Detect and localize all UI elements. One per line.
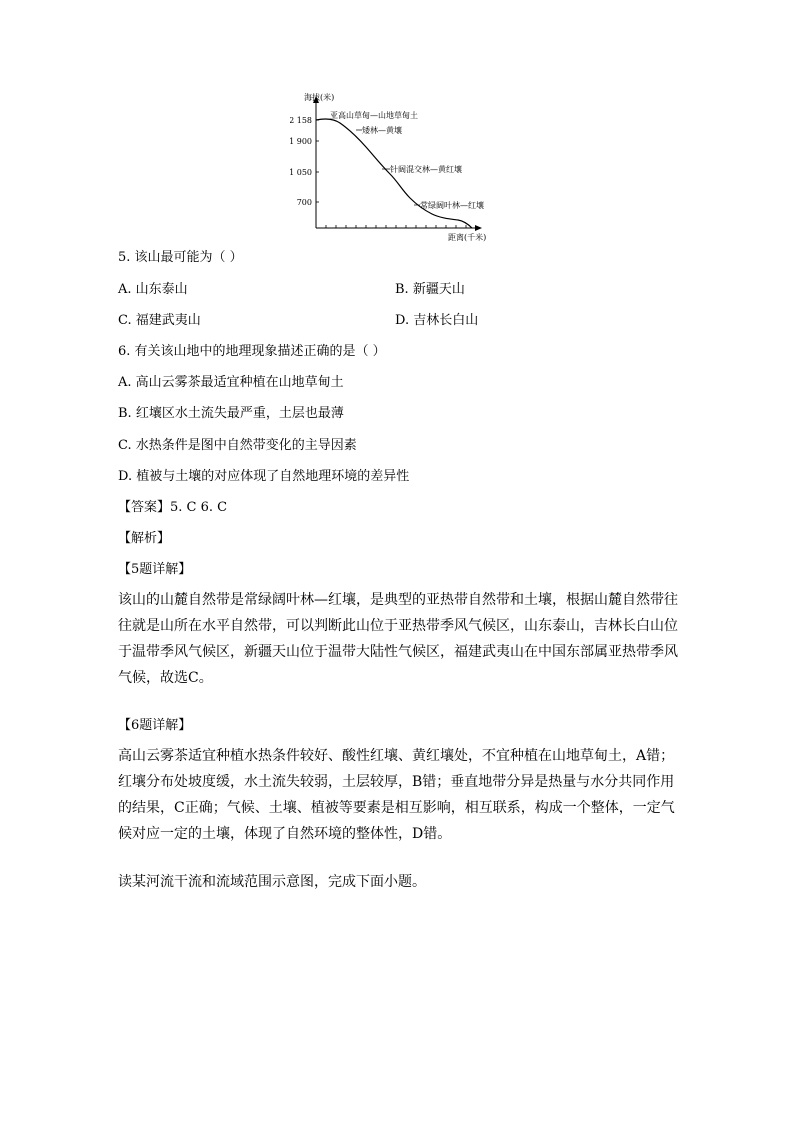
question-5-detail-line: 于温带季风气候区，新疆天山位于温带大陆性气候区，福建武夷山在中国东部属亚热带季风 xyxy=(118,644,678,660)
x-axis-title: 距离(千米) xyxy=(448,233,487,242)
question-5-option-a: A. 山东泰山 xyxy=(118,282,188,297)
x-axis-arrow xyxy=(475,225,482,231)
question-6-option-a: A. 高山云雾茶最适宜种植在山地草甸土 xyxy=(118,375,344,390)
question-6-detail-line: 红壤分布处坡度缓，水土流失较弱，土层较厚，B错；垂直地带分异是热量与水分共同作用 xyxy=(118,774,675,790)
altitude-profile-figure xyxy=(290,90,500,242)
y-axis-title: 海拔(米) xyxy=(304,93,335,102)
question-5-detail-line: 该山的山麓自然带是常绿阔叶林—红壤，是典型的亚热带自然带和土壤，根据山麓自然带往 xyxy=(118,592,678,608)
question-5-option-c: C. 福建武夷山 xyxy=(118,313,201,328)
question-5-detail-line: 往就是山所在水平自然带，可以判断此山位于亚热带季风气候区，山东泰山，吉林长白山位 xyxy=(118,618,678,634)
y-tick-label-700: 700 xyxy=(296,198,312,207)
zone-label-subalpine-meadow: 亚高山草甸—山地草甸土 xyxy=(330,111,418,120)
question-6-option-d: D. 植被与土壤的对应体现了自然地理环境的差异性 xyxy=(118,469,410,484)
question-6-detail-title: 【6题详解】 xyxy=(118,718,192,733)
question-6-detail-line: 的结果，C正确；气候、土壤、植被等要素是相互影响，相互联系，构成一个整体，一定气 xyxy=(118,800,675,816)
question-6-option-b: B. 红壤区水土流失最严重，土层也最薄 xyxy=(118,406,344,421)
question-5-detail-title: 【5题详解】 xyxy=(118,562,192,577)
question-6-detail-line: 候对应一定的土壤，体现了自然环境的整体性，D错。 xyxy=(118,826,452,842)
question-5-detail xyxy=(118,587,678,691)
question-5-option-d: D. 吉林长白山 xyxy=(395,313,479,328)
y-tick-label-1050: 1 050 xyxy=(290,168,312,177)
question-6-detail xyxy=(118,743,678,847)
zone-label-evergreen-forest: 常绿阔叶林—红壤 xyxy=(420,201,484,210)
question-6-stem: 6. 有关该山地中的地理现象描述正确的是（ ） xyxy=(118,344,386,359)
zone-label-mixed-forest: 针阔混交林—黄红壤 xyxy=(390,165,462,174)
next-question-prompt: 读某河流干流和流域范围示意图，完成下面小题。 xyxy=(118,874,426,890)
question-5-option-b: B. 新疆天山 xyxy=(395,282,465,297)
y-tick-label-1900: 1 900 xyxy=(290,137,312,146)
analysis-title: 【解析】 xyxy=(118,531,171,546)
question-5-stem: 5. 该山最可能为（ ） xyxy=(118,250,243,265)
question-6-detail-line: 高山云雾茶适宜种植水热条件较好、酸性红壤、黄红壤处，不宜种植在山地草甸土，A错； xyxy=(118,748,675,764)
altitude-profile-svg xyxy=(290,90,500,242)
question-5-detail-line: 气候，故选C。 xyxy=(118,670,213,686)
answer-line: 【答案】5. C 6. C xyxy=(118,500,228,515)
y-tick-label-2158: 2 158 xyxy=(290,116,312,125)
question-6-option-c: C. 水热条件是图中自然带变化的主导因素 xyxy=(118,438,357,453)
zone-label-dwarf-forest: 矮林—黄壤 xyxy=(362,126,402,135)
